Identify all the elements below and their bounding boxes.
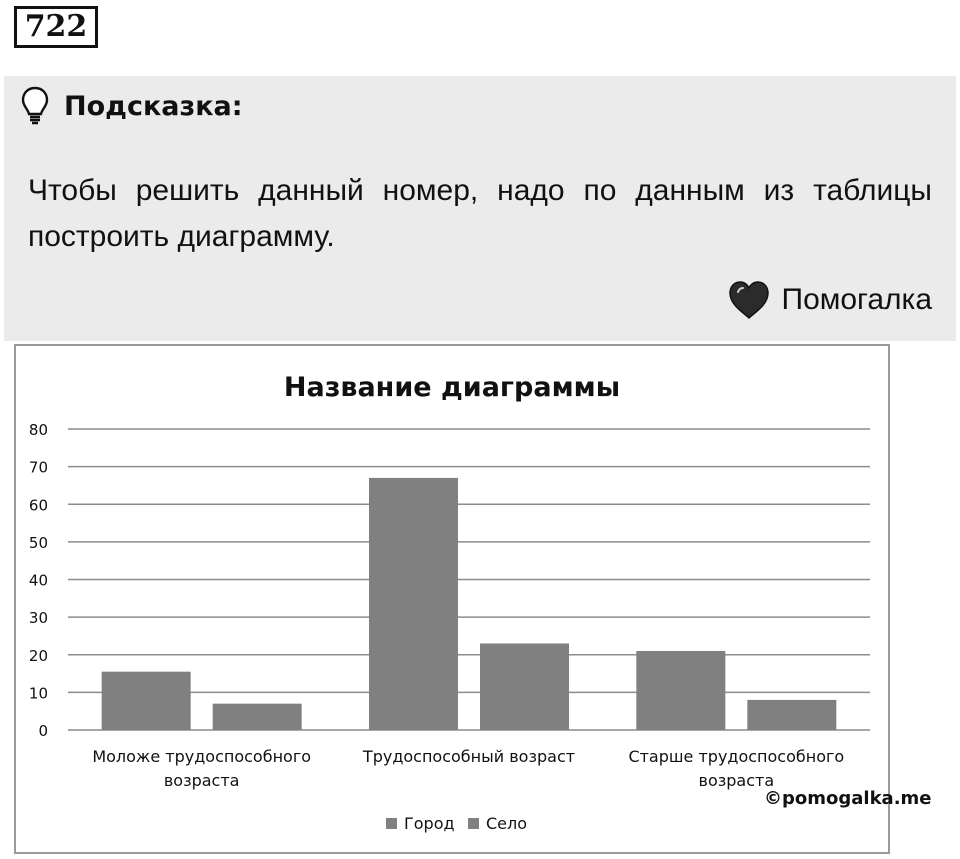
chart-frame — [14, 344, 890, 854]
hint-title: Подсказка: — [64, 90, 243, 122]
x-tick-label: Старше трудоспособного — [628, 747, 845, 766]
y-tick-label: 40 — [28, 571, 48, 590]
y-tick-label: 80 — [28, 421, 48, 439]
x-tick-label: возраста — [698, 771, 775, 790]
hint-box — [4, 76, 956, 341]
bar-chart — [16, 346, 888, 852]
bar — [369, 478, 458, 730]
bar — [102, 672, 191, 730]
bar — [747, 700, 836, 730]
legend-swatch — [386, 818, 397, 829]
task-number: 722 — [14, 6, 98, 48]
y-tick-label: 70 — [28, 458, 48, 477]
y-tick-label: 50 — [28, 533, 48, 552]
bar — [636, 651, 725, 730]
y-tick-label: 0 — [38, 722, 48, 740]
y-tick-label: 60 — [28, 496, 48, 515]
bar — [213, 704, 302, 730]
y-tick-label: 30 — [28, 609, 48, 628]
brand[interactable] — [728, 280, 933, 320]
y-tick-label: 20 — [28, 646, 48, 665]
lightbulb-icon — [20, 86, 50, 126]
legend-label: Село — [486, 814, 528, 833]
x-tick-label: Моложе трудоспособного — [92, 747, 312, 766]
hint-header — [20, 86, 243, 126]
legend-swatch — [468, 818, 479, 829]
brand-label: Помогалка — [781, 283, 932, 316]
watermark: ©pomogalka.me — [764, 788, 932, 809]
chart-title: Название диаграммы — [283, 372, 621, 403]
y-tick-label: 10 — [28, 684, 48, 703]
x-tick-label: Трудоспособный возраст — [362, 747, 576, 766]
x-tick-label: возраста — [163, 771, 240, 790]
heart-icon — [728, 280, 770, 320]
legend-label: Город — [404, 814, 455, 833]
bar — [480, 643, 569, 730]
hint-text: Чтобы решить данный номер, надо по данным из таблицы построить диаграмму. — [28, 174, 932, 253]
